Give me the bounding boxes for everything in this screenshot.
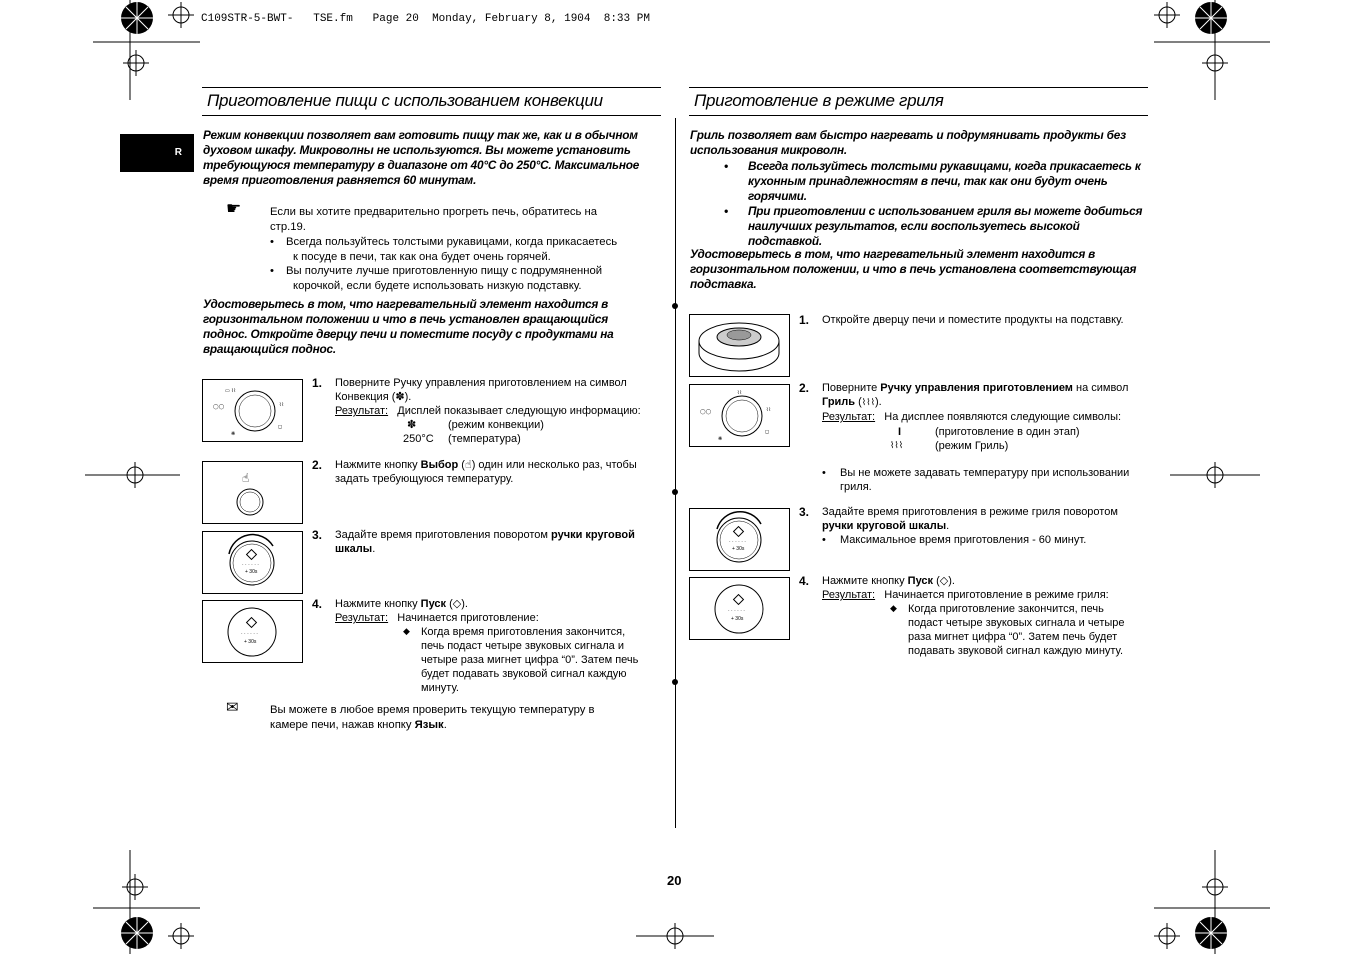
left-step3-number: 3. bbox=[312, 528, 323, 542]
svg-text:· · · · · ·: · · · · · · bbox=[242, 562, 259, 568]
start-button-name: Пуск bbox=[420, 598, 447, 610]
right-bullet-item: кухонным принадлежностям в печи, так как они будут очень bbox=[748, 174, 1108, 188]
left-intro-line: время приготовления равняется 60 минутам. bbox=[203, 173, 477, 187]
right-step1-number: 1. bbox=[799, 313, 810, 327]
right-step4-number: 4. bbox=[799, 574, 810, 588]
result-label: Результат: bbox=[822, 411, 876, 423]
right-intro-line: Гриль позволяет вам быстро нагревать и подрумянивать продукты без bbox=[690, 128, 1126, 142]
left-bullets bbox=[270, 235, 670, 293]
right-warning-line: подставка. bbox=[690, 277, 757, 291]
text-c: на символ bbox=[1072, 382, 1129, 394]
divider-dot bbox=[672, 679, 678, 685]
dial-name: шкалы bbox=[335, 543, 373, 555]
svg-text:☝: ☝ bbox=[242, 471, 250, 485]
svg-text:⌇⌇: ⌇⌇ bbox=[279, 402, 284, 408]
dial-30s-label: + 30s bbox=[244, 639, 257, 645]
right-step2-line bbox=[822, 381, 1152, 395]
symbol-description: (режим Гриль) bbox=[935, 440, 1009, 452]
header-page: Page 20 bbox=[372, 13, 419, 25]
right-bullets bbox=[724, 159, 1154, 249]
right-bullet-item: наилучших результатов, если воспользуетесь высокой bbox=[748, 219, 1080, 233]
header-file: TSE.fm bbox=[313, 13, 353, 25]
svg-text:◻: ◻ bbox=[765, 429, 770, 435]
left-warning-line: поднос. Откройте дверцу печи и поместите посуду с продуктами на bbox=[203, 327, 614, 341]
left-step1-line: Поверните Ручку управления приготовлением на символ bbox=[335, 377, 627, 389]
left-note bbox=[270, 205, 670, 234]
select-button-image bbox=[202, 461, 303, 524]
right-step3-bullet: • Максимальное время приготовления - 60 минут. bbox=[822, 534, 1087, 546]
right-step2-note bbox=[822, 466, 1152, 494]
symbol-description: (режим конвекции) bbox=[448, 419, 544, 431]
detail-line: четыре раза мигнет цифра “0”. Затем печь bbox=[421, 654, 639, 666]
left-step1-result bbox=[335, 404, 665, 418]
start-diamond-icon: ◇ bbox=[939, 574, 949, 587]
left-step2-number: 2. bbox=[312, 458, 323, 472]
text-a: Нажмите кнопку bbox=[822, 575, 908, 587]
right-bullet-item: горячими. bbox=[748, 189, 807, 203]
text-a: Нажмите кнопку bbox=[335, 459, 421, 471]
right-step2-result bbox=[822, 410, 1152, 424]
start-diamond-icon: ◇ bbox=[452, 597, 462, 610]
left-step2-line: задать требующуюся температуру. bbox=[335, 473, 514, 485]
fan-icon: ✽ bbox=[395, 390, 405, 403]
header-filename: C109STR-5-BWT- bbox=[201, 13, 294, 25]
svg-text:· · · · · ·: · · · · · · bbox=[728, 608, 745, 614]
left-step3-line bbox=[335, 542, 665, 556]
right-step3-line bbox=[822, 519, 1152, 533]
detail-line: Когда время приготовления закончится, bbox=[421, 626, 626, 638]
left-bullet-item: • Вы получите лучше приготовленную пищу с подрумяненной bbox=[270, 265, 603, 277]
result-label: Результат: bbox=[335, 405, 389, 417]
detail-line: раза мигнет цифра “0”. Затем печь будет bbox=[908, 631, 1118, 643]
pointing-hand-icon: ☛ bbox=[226, 199, 242, 219]
diamond-bullet-icon: ◆ bbox=[890, 604, 897, 614]
text-end: . bbox=[946, 520, 950, 532]
left-bullet-text: Вы получите лучше приготовленную пищу с подрумяненной bbox=[286, 265, 603, 277]
left-warning-line: Удостоверьтесь в том, что нагревательный элемент находится в bbox=[203, 297, 609, 311]
text-d: ). bbox=[948, 575, 955, 587]
column-divider bbox=[675, 118, 676, 828]
control-knob-image bbox=[689, 384, 790, 447]
text-a: камере печи, нажав кнопку bbox=[270, 718, 415, 731]
fan-icon: ✽ bbox=[407, 418, 417, 431]
right-warning-line: горизонтальном положении, и что в печь установлена соответствующая bbox=[690, 262, 1137, 276]
grill-mode-icon: ⌇⌇⌇ bbox=[890, 441, 904, 451]
grill-icon: ⌇⌇⌇ bbox=[861, 398, 875, 408]
detail-line: подаст четыре звуковых сигнала и четыре bbox=[908, 617, 1125, 629]
right-step4-detail bbox=[890, 602, 1155, 658]
right-intro bbox=[690, 128, 1150, 158]
bullet-text: Максимальное время приготовления - 60 минут. bbox=[840, 534, 1087, 546]
detail-line: минуту. bbox=[421, 682, 459, 694]
left-title-rule-bottom bbox=[202, 115, 661, 116]
temperature-value: 250°C bbox=[403, 433, 434, 445]
left-title-rule-top bbox=[202, 87, 661, 88]
text-c: ( bbox=[933, 575, 940, 587]
diamond-bullet-icon: ◆ bbox=[403, 627, 410, 637]
detail-line: печь подаст четыре звуковых сигнала и bbox=[421, 640, 625, 652]
left-bullet-item: корочкой, если будете использовать низкую подставку. bbox=[293, 279, 582, 292]
note-line: • Вы не можете задавать температуру при использовании bbox=[822, 467, 1130, 479]
detail-lines bbox=[890, 602, 1155, 658]
right-step3-text bbox=[822, 505, 1152, 547]
envelope-icon: ✉ bbox=[226, 698, 239, 716]
text-b: ( bbox=[855, 396, 862, 408]
left-step1-text bbox=[335, 376, 665, 446]
left-intro-line: требующуюся температуру в диапазоне от 40°C до 250°C. Максимальное bbox=[203, 158, 640, 172]
dial-30s-label: + 30s bbox=[245, 569, 258, 575]
svg-text:⌇⌇: ⌇⌇ bbox=[737, 390, 742, 396]
left-step3-line bbox=[335, 528, 665, 542]
left-tip-line: Вы можете в любое время проверить текущую температуру в bbox=[270, 704, 595, 716]
left-warning-line: горизонтальном положении и что в печь установлен вращающийся bbox=[203, 312, 609, 326]
right-step4-line bbox=[822, 574, 1152, 588]
start-button-name: Пуск bbox=[907, 575, 934, 587]
svg-text:◯◯: ◯◯ bbox=[700, 409, 712, 415]
right-bullet-text: При приготовлении с использованием гриля вы можете добиться bbox=[748, 204, 1143, 218]
right-bullet-item: • При приготовлении с использованием гриля вы можете добиться bbox=[724, 204, 1143, 218]
control-knob-icon bbox=[203, 380, 302, 441]
left-step1-line bbox=[335, 390, 665, 404]
svg-text:❋: ❋ bbox=[718, 436, 723, 442]
divider-dot bbox=[672, 489, 678, 495]
result-text: На дисплее появляются следующие символы: bbox=[884, 411, 1122, 423]
result-text: Начинается приготовление: bbox=[397, 612, 539, 624]
right-title-rule-top bbox=[689, 87, 1148, 88]
turntable-icon bbox=[690, 315, 789, 376]
left-intro bbox=[203, 128, 663, 188]
text-end: . bbox=[443, 718, 447, 731]
symbol-description: (приготовление в один этап) bbox=[935, 426, 1080, 438]
svg-text:◯◯: ◯◯ bbox=[213, 404, 225, 410]
text-a: Задайте время приготовления поворотом bbox=[335, 529, 551, 541]
left-step1-symbol-row bbox=[335, 432, 665, 446]
note-line: гриля. bbox=[840, 481, 872, 493]
text-c: ). bbox=[874, 396, 882, 408]
left-warning-line: вращающийся поднос. bbox=[203, 342, 336, 356]
result-text: Дисплей показывает следующую информацию: bbox=[397, 405, 641, 417]
left-bullet-item: • Всегда пользуйтесь толстыми рукавицами, когда прикасаетесь bbox=[270, 236, 618, 248]
left-step2-text bbox=[335, 458, 665, 486]
svg-text:· · · · · ·: · · · · · · bbox=[241, 631, 258, 637]
text-a: Поверните bbox=[822, 382, 881, 394]
left-step1-text-a: Конвекция ( bbox=[335, 391, 396, 403]
svg-text:◻: ◻ bbox=[278, 424, 283, 430]
left-bullet-text: Всегда пользуйтесь толстыми рукавицами, когда прикасаетесь bbox=[286, 236, 618, 248]
result-label: Результат: bbox=[822, 589, 876, 601]
start-dial-icon bbox=[203, 601, 302, 662]
right-title: Приготовление в режиме гриля bbox=[694, 91, 944, 110]
dial-name: ручки круговой bbox=[551, 529, 635, 541]
result-text: Начинается приготовление в режиме гриля: bbox=[884, 589, 1109, 601]
text-end: . bbox=[372, 543, 376, 555]
left-bullet-item: к посуде в печи, так как она будет очень горячей. bbox=[293, 250, 551, 263]
right-step4-text bbox=[822, 574, 1152, 602]
one-stage-icon: I bbox=[898, 426, 902, 438]
left-step3-text bbox=[335, 528, 665, 556]
right-bullet-item: подставкой. bbox=[748, 234, 822, 248]
select-button-icon bbox=[203, 462, 302, 523]
control-knob-image bbox=[202, 379, 303, 442]
hand-icon: ☝ bbox=[464, 458, 472, 471]
language-button-name: Язык bbox=[414, 718, 444, 731]
svg-text:⌇⌇: ⌇⌇ bbox=[766, 407, 771, 413]
right-step2-symbol-row bbox=[822, 439, 1152, 453]
dial-name: ручки круговой шкалы bbox=[822, 520, 947, 532]
header-time: 8:33 PM bbox=[603, 13, 650, 25]
select-button-name: Выбор bbox=[420, 459, 459, 471]
left-step1-text-b: ). bbox=[404, 391, 412, 403]
note-text: Вы не можете задавать температуру при использовании bbox=[840, 467, 1130, 479]
result-label: Результат: bbox=[335, 612, 389, 624]
left-step4-number: 4. bbox=[312, 597, 323, 611]
start-button-image bbox=[689, 577, 790, 640]
right-bullet-item: • Всегда пользуйтесь толстыми рукавицами, когда прикасаетесь к bbox=[724, 159, 1141, 173]
text-a: Нажмите кнопку bbox=[335, 598, 421, 610]
svg-text:❋: ❋ bbox=[231, 431, 236, 437]
left-warning bbox=[203, 297, 663, 357]
left-step4-line bbox=[335, 597, 665, 611]
knob-name: Ручку управления приготовлением bbox=[880, 382, 1073, 394]
right-intro-line: использования микроволн. bbox=[690, 143, 847, 157]
right-warning bbox=[690, 247, 1150, 292]
left-intro-line: Режим конвекции позволяет вам готовить пищу так же, как и в обычном bbox=[203, 128, 638, 142]
dial-image bbox=[689, 508, 790, 571]
left-intro-line: духовом шкафу. Микроволны не используются. Вы можете установить bbox=[203, 143, 631, 157]
left-step4-result bbox=[335, 611, 665, 625]
detail-line: будет подавать звуковой сигнал каждую bbox=[421, 668, 627, 680]
symbol-description: (температура) bbox=[448, 433, 521, 445]
text-d: ) один или несколько раз, чтобы bbox=[471, 459, 637, 471]
svg-text:▭ ⌇⌇: ▭ ⌇⌇ bbox=[225, 388, 236, 394]
right-step4-result bbox=[822, 588, 1152, 602]
right-step2-line bbox=[822, 395, 1152, 410]
right-bullet-text: Всегда пользуйтесь толстыми рукавицами, когда прикасаетесь к bbox=[748, 159, 1141, 173]
right-step2-text bbox=[822, 381, 1152, 453]
left-step1-number: 1. bbox=[312, 376, 323, 390]
right-step1-text: Откройте дверцу печи и поместите продукты на подставку. bbox=[822, 314, 1124, 326]
start-dial-icon bbox=[690, 578, 789, 639]
language-tab-label: R bbox=[174, 147, 182, 158]
left-step4-text bbox=[335, 597, 665, 625]
detail-line: подавать звуковой сигнал каждую минуту. bbox=[908, 645, 1124, 657]
svg-text:· · · · · ·: · · · · · · bbox=[729, 539, 746, 545]
control-knob-icon bbox=[690, 385, 789, 446]
right-step3-number: 3. bbox=[799, 505, 810, 519]
detail-line: Когда приготовление закончится, печь bbox=[908, 603, 1104, 615]
text-c: ( bbox=[458, 459, 465, 471]
left-title: Приготовление пищи с использованием конвекции bbox=[207, 91, 603, 110]
text-c: ( bbox=[446, 598, 453, 610]
language-tab bbox=[120, 134, 194, 172]
turntable-image bbox=[689, 314, 790, 377]
right-step2-number: 2. bbox=[799, 381, 810, 395]
dial-icon bbox=[203, 532, 302, 593]
page-number: 20 bbox=[667, 873, 682, 888]
header-date: Monday, February 8, 1904 bbox=[432, 13, 591, 25]
left-note-line: стр.19. bbox=[270, 220, 306, 233]
detail-lines bbox=[403, 625, 663, 695]
grill-mode-name: Гриль bbox=[822, 396, 856, 408]
right-warning-line: Удостоверьтесь в том, что нагревательный элемент находится в bbox=[690, 247, 1096, 261]
left-tip bbox=[270, 703, 670, 732]
left-tip-line bbox=[270, 718, 670, 733]
dial-30s-label: + 30s bbox=[731, 616, 744, 622]
right-step2-symbol-row bbox=[822, 425, 1152, 439]
right-step3-line: Задайте время приготовления в режиме гриля поворотом bbox=[822, 506, 1118, 518]
start-button-image bbox=[202, 600, 303, 663]
file-header bbox=[201, 13, 650, 25]
left-step1-symbol-row bbox=[335, 418, 665, 432]
right-title-rule-bottom bbox=[689, 115, 1148, 116]
divider-dot bbox=[672, 303, 678, 309]
dial-icon bbox=[690, 509, 789, 570]
left-step4-detail bbox=[403, 625, 663, 695]
left-step2-line bbox=[335, 458, 665, 472]
text-d: ). bbox=[461, 598, 468, 610]
dial-image bbox=[202, 531, 303, 594]
dial-30s-label: + 30s bbox=[732, 546, 745, 552]
left-note-line: Если вы хотите предварительно прогреть печь, обратитесь на bbox=[270, 206, 598, 218]
